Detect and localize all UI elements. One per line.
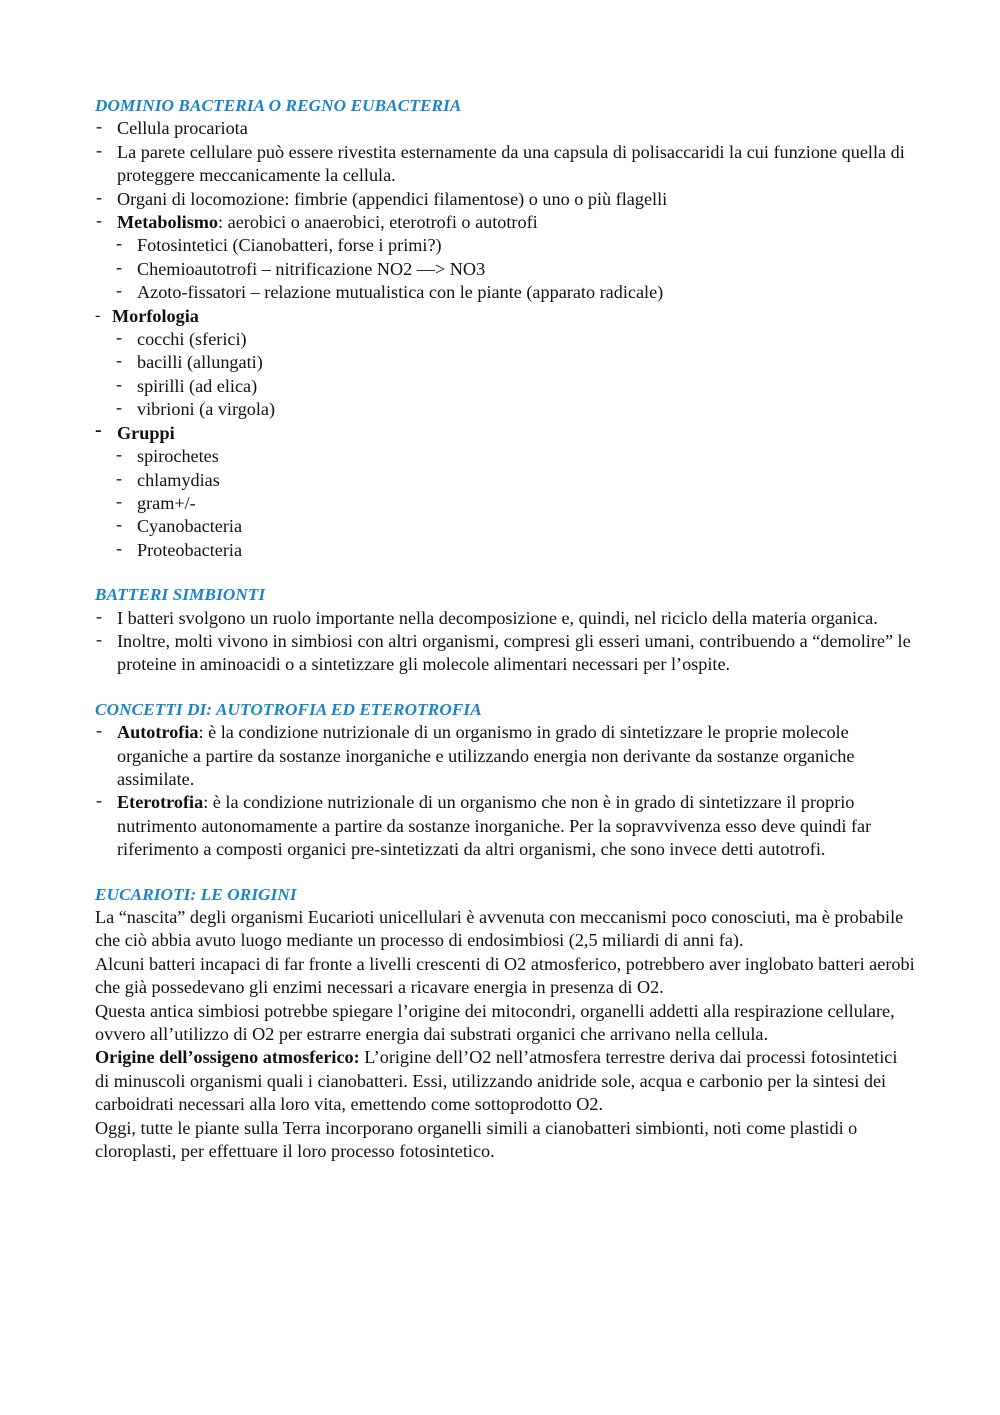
list-item: - Inoltre, molti vivono in simbiosi con altri organismi, compresi gli esseri umani, contribuendo a “demolire” le proteine in aminoacidi o a sintetizzare gli molecole alimentari necessari per l’ospite. [95, 630, 915, 677]
section-bacteria [95, 94, 915, 562]
term-text: : è la condizione nutrizionale di un organismo in grado di sintetizzare le proprie molecole organiche a partire da sostanze inorganiche e utilizzando energia non derivante da sostanze organiche assimilate. [117, 722, 855, 789]
sub-list-item: - spirilli (ad elica) [95, 375, 915, 398]
section-eucarioti [95, 883, 915, 1164]
list-item: - La parete cellulare può essere rivestita esternamente da una capsula di polisaccaridi la cui funzione quella di proteggere meccanicamente la cellula. [95, 141, 915, 188]
section-batteri-simbionti [95, 583, 915, 677]
term-text: : aerobici o anaerobici, eterotrofi o autotrofi [218, 212, 538, 233]
list-item: - I batteri svolgono un ruolo importante nella decomposizione e, quindi, nel riciclo della materia organica. [95, 607, 915, 630]
section-heading: EUCARIOTI: LE ORIGINI [95, 884, 297, 904]
sub-list-item: - Proteobacteria [95, 539, 915, 562]
term-text: L’origine dell’O2 nell’atmosfera terrestre deriva dai processi fotosintetici di minuscoli organismi quali i cianobatteri. Essi, utilizzando anidride sole, acqua e carbonio per la sintesi dei carboidrati necessari alla loro vita, emettendo come sottoprodotto O2. [95, 1047, 898, 1115]
sub-list-item: - Azoto-fissatori – relazione mutualistica con le piante (apparato radicale) [95, 281, 915, 304]
section-heading: DOMINIO BACTERIA O REGNO EUBACTERIA [95, 96, 462, 115]
list-item-eterotrofia [95, 791, 915, 861]
sub-list-item: - bacilli (allungati) [95, 351, 915, 374]
list-item-metabolismo [95, 211, 915, 234]
bullet-list [95, 607, 915, 677]
sub-list-item: - gram+/- [95, 492, 915, 515]
term-label: Metabolismo [117, 212, 219, 233]
term-label: Autotrofia [117, 722, 199, 743]
list-item: - Cellula procariota [95, 117, 915, 140]
sub-list-item: - spirochetes [95, 445, 915, 468]
paragraph: Questa antica simbiosi potrebbe spiegare l’origine dei mitocondri, organelli addetti alla respirazione cellulare, ovvero all’utilizzo di O2 per estrarre energia dai substrati organici che arrivano nella cellula. [95, 1000, 895, 1045]
section-heading: BATTERI SIMBIONTI [95, 585, 266, 605]
paragraph: Oggi, tutte le piante sulla Terra incorporano organelli simili a cianobatteri simbionti, noti come plastidi o cloroplasti, per effettuare il loro processo fotosintetico. [95, 1117, 858, 1162]
list-item-morfologia [95, 305, 915, 328]
term-label: Morfologia [112, 305, 199, 326]
section-heading: CONCETTI DI: AUTOTROFIA ED ETEROTROFIA [95, 699, 482, 719]
list-item: - Organi di locomozione: fimbrie (appendici filamentose) o uno o più flagelli [95, 188, 915, 211]
sub-list-item: - Chemioautotrofi – nitrificazione NO2 —> NO3 [95, 258, 915, 281]
term-label: Eterotrofia [117, 792, 204, 813]
bullet-list [95, 721, 915, 861]
term-label: Gruppi [117, 422, 175, 443]
sub-list-item: - vibrioni (a virgola) [95, 398, 915, 421]
list-item-gruppi [95, 422, 915, 445]
paragraph: Alcuni batteri incapaci di far fronte a livelli crescenti di O2 atmosferico, potrebbero aver inglobato batteri aerobi che già possedevano gli enzimi necessari a ricavare energia in presenza di O2. [95, 953, 915, 998]
paragraph-origine-ossigeno [95, 1046, 915, 1116]
term-text: : è la condizione nutrizionale di un organismo che non è in grado di sintetizzare il proprio nutrimento autonomamente a partire da sostanze inorganiche. Per la sopravvivenza esso deve quindi far riferimento a composti organici pre-sintetizzati da altri organismi, che sono invece detti autotrofi. [117, 792, 872, 860]
sub-list-item: - cocchi (sferici) [95, 328, 915, 351]
list-item-autotrofia [95, 721, 915, 791]
term-label: Origine dell’ossigeno atmosferico: [95, 1047, 360, 1068]
bullet-list [95, 117, 915, 562]
paragraph: La “nascita” degli organismi Eucarioti unicellulari è avvenuta con meccanismi poco conosciuti, ma è probabile che ciò abbia avuto luogo mediante un processo di endosimbiosi (2,5 miliardi di anni fa). [95, 907, 904, 951]
section-autotrofia-eterotrofia [95, 698, 915, 862]
sub-list-item: - Cyanobacteria [95, 515, 915, 538]
document-page [95, 94, 915, 1184]
sub-list-item: - Fotosintetici (Cianobatteri, forse i primi?) [95, 234, 915, 257]
sub-list-item: - chlamydias [95, 469, 915, 492]
